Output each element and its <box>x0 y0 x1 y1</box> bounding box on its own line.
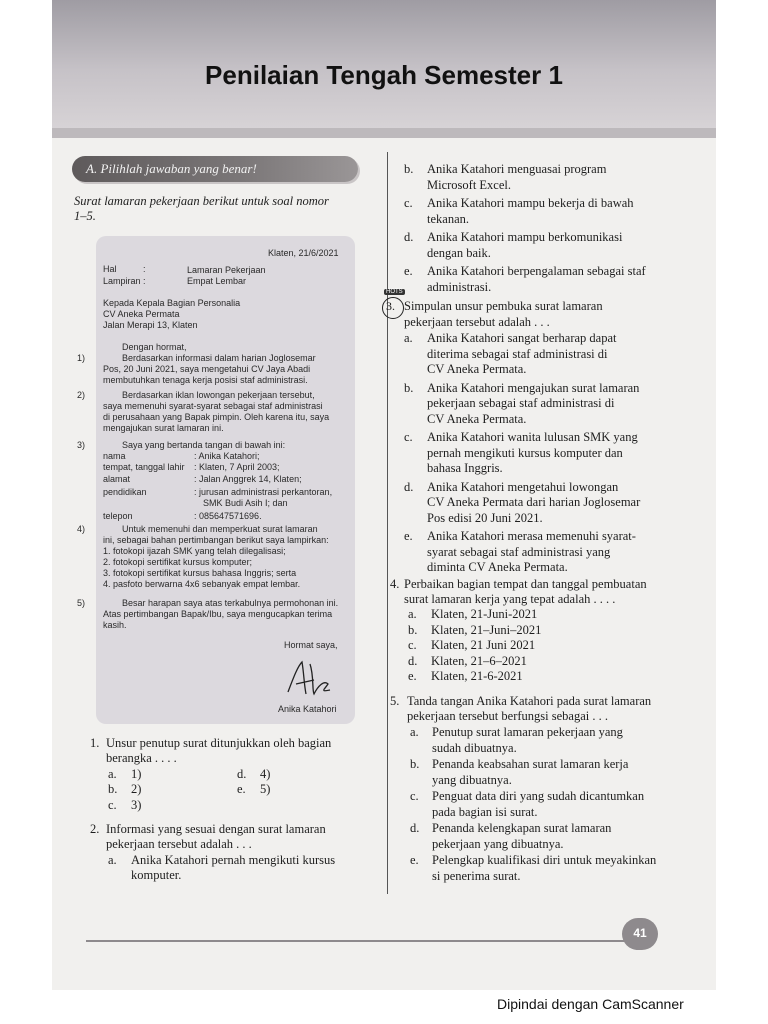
q2-option-letter[interactable]: c. <box>404 196 413 210</box>
q3-option-line[interactable]: pekerjaan sebagai staf administrasi di <box>427 396 615 410</box>
q4-number: 4. <box>390 577 400 591</box>
hots-badge: HOTS <box>386 289 403 295</box>
section-a-label: A. Pilihlah jawaban yang benar! <box>86 161 257 176</box>
q1-option-letter[interactable]: a. <box>108 767 117 781</box>
q2-option-letter[interactable]: e. <box>404 264 413 278</box>
q3-option-letter[interactable]: c. <box>404 430 413 444</box>
intro-line-2: 1–5. <box>74 209 96 223</box>
letter-paragraph-3: Saya yang bertanda tangan di bawah ini: <box>122 440 286 450</box>
letter-attachment-item: 1. fotokopi ijazah SMK yang telah dilegalisasi; <box>103 546 286 556</box>
letter-paragraph-marker: 5) <box>77 598 86 608</box>
letter-paragraph-1-line: Berdasarkan informasi dalam harian Joglosemar <box>122 353 316 363</box>
q5-stem-2: pekerjaan tersebut berfungsi sebagai . . . <box>407 709 608 723</box>
q1-option-text[interactable]: 5) <box>260 782 271 796</box>
q5-option-line[interactable]: pekerjaan yang dibuatnya. <box>432 836 564 851</box>
letter-data-label: pendidikan <box>103 487 147 497</box>
q4-option-letter[interactable]: c. <box>408 638 417 652</box>
q3-option-line[interactable]: Anika Katahori wanita lulusan SMK yang <box>427 430 638 444</box>
q5-option-line[interactable]: si penerima surat. <box>432 868 521 883</box>
letter-data-value: : Klaten, 7 April 2003; <box>194 462 280 472</box>
letter-hal-value: Lamaran Pekerjaan <box>187 265 266 275</box>
letter-paragraph-marker: 1) <box>77 353 86 363</box>
q2-option-letter[interactable]: a. <box>108 853 117 867</box>
q2-option-line[interactable]: Anika Katahori menguasai program <box>427 162 607 176</box>
letter-attachment-item: 2. fotokopi sertifikat kursus komputer; <box>103 557 253 567</box>
letter-paragraph-marker: 3) <box>77 440 86 450</box>
q1-option-letter[interactable]: b. <box>108 782 118 796</box>
q3-option-line[interactable]: syarat sebagai staf administrasi yang <box>427 544 611 559</box>
letter-data-label: alamat <box>103 474 131 484</box>
q1-option-letter[interactable]: e. <box>237 782 246 796</box>
q5-option-letter[interactable]: c. <box>410 789 419 803</box>
q2-option-line[interactable]: dengan baik. <box>427 245 491 260</box>
q3-option-line[interactable]: diminta CV Aneka Permata. <box>427 560 568 574</box>
q3-option-line[interactable]: Anika Katahori sangat berharap dapat <box>427 331 617 345</box>
letter-lampiran-label: Lampiran : <box>103 276 146 286</box>
q4-option-text[interactable]: Klaten, 21-Juni-2021 <box>431 607 538 621</box>
q3-option-line[interactable]: Anika Katahori mengetahui lowongan <box>427 479 619 494</box>
q3-stem-2: pekerjaan tersebut adalah . . . <box>404 315 550 329</box>
q3-option-letter[interactable]: a. <box>404 331 413 345</box>
letter-data-value: SMK Budi Asih I; dan <box>203 498 288 508</box>
q1-option-text[interactable]: 4) <box>260 767 271 781</box>
q5-option-line[interactable]: yang dibuatnya. <box>432 772 512 787</box>
q5-option-letter[interactable]: b. <box>410 757 420 771</box>
q3-option-line[interactable]: Anika Katahori mengajukan surat lamaran <box>427 380 640 395</box>
q1-stem-2: berangka . . . . <box>106 751 177 765</box>
q5-option-line[interactable]: Penutup surat lamaran pekerjaan yang <box>432 725 623 739</box>
q2-option-line[interactable]: Anika Katahori berpengalaman sebagai staf <box>427 264 646 278</box>
q2-option-line[interactable]: tekanan. <box>427 211 469 226</box>
q3-option-letter[interactable]: e. <box>404 529 413 543</box>
signature-drawing <box>284 656 334 700</box>
q2-option-letter[interactable]: b. <box>404 162 414 176</box>
q2-option-line[interactable]: Anika Katahori mampu berkomunikasi <box>427 230 623 244</box>
q3-option-line[interactable]: CV Aneka Permata. <box>427 362 527 376</box>
q5-option-letter[interactable]: e. <box>410 853 419 867</box>
letter-paragraph-1-line: Pos, 20 Juni 2021, saya mengetahui CV Jaya Abadi <box>103 364 311 374</box>
q4-option-letter[interactable]: b. <box>408 622 418 637</box>
letter-data-label: tempat, tanggal lahir <box>103 462 185 472</box>
letter-paragraph-5-line: Besar harapan saya atas terkabulnya permohonan ini. <box>122 598 339 608</box>
letter-closing: Hormat saya, <box>284 640 338 650</box>
letter-paragraph-2-line: saya memenuhi syarat-syarat sebagai staf administrasi <box>103 401 323 411</box>
letter-paragraph-5-line: Atas pertimbangan Bapak/Ibu, saya mengucapkan terima <box>103 609 333 619</box>
letter-data-value: : Anika Katahori; <box>194 451 260 461</box>
q4-stem-2: surat lamaran kerja yang tepat adalah . . . . <box>404 592 616 606</box>
q2-number: 2. <box>90 822 100 836</box>
letter-attachment-item: 4. pasfoto berwarna 4x6 sebanyak empat lembar. <box>103 579 301 589</box>
q2-stem-2: pekerjaan tersebut adalah . . . <box>106 837 252 851</box>
letter-signer-name: Anika Katahori <box>278 704 337 714</box>
letter-paragraph-marker: 2) <box>77 390 86 400</box>
letter-data-value: : Jalan Anggrek 14, Klaten; <box>194 474 302 484</box>
q3-option-line[interactable]: diterima sebagai staf administrasi di <box>427 346 608 361</box>
q4-stem-1: Perbaikan bagian tempat dan tanggal pembuatan <box>404 577 647 591</box>
intro-line-1: Surat lamaran pekerjaan berikut untuk soal nomor <box>74 194 329 208</box>
q2-option-line[interactable]: administrasi. <box>427 279 492 294</box>
footer-rule <box>86 940 626 942</box>
q2-option-line[interactable]: komputer. <box>131 868 182 882</box>
q3-option-letter[interactable]: d. <box>404 479 414 494</box>
letter-paragraph-1-line: membutuhkan tenaga kerja posisi staf administrasi. <box>103 375 308 385</box>
q1-option-letter[interactable]: c. <box>108 798 117 812</box>
q2-stem-1: Informasi yang sesuai dengan surat lamaran <box>106 822 326 836</box>
letter-recipient-line: Kepada Kepala Bagian Personalia <box>103 298 241 308</box>
q5-stem-1: Tanda tangan Anika Katahori pada surat lamaran <box>407 694 652 708</box>
q1-option-letter[interactable]: d. <box>237 767 247 781</box>
letter-attachment-item: 3. fotokopi sertifikat kursus bahasa Inggris; serta <box>103 568 297 578</box>
letter-paragraph-5-line: kasih. <box>103 620 127 630</box>
letter-paragraph-marker: 4) <box>77 524 86 534</box>
letter-paragraph-2-line: Berdasarkan iklan lowongan pekerjaan tersebut, <box>122 390 315 400</box>
page-number: 41 <box>633 926 647 940</box>
q4-option-text[interactable]: Klaten, 21–Juni–2021 <box>431 622 542 637</box>
q3-number: 3. <box>386 299 395 313</box>
q2-option-letter[interactable]: d. <box>404 230 414 244</box>
letter-lampiran-value: Empat Lembar <box>187 276 247 286</box>
q4-option-letter[interactable]: e. <box>408 669 417 683</box>
q5-option-line[interactable]: pada bagian isi surat. <box>432 804 538 819</box>
scanner-watermark: Dipindai dengan CamScanner <box>497 996 684 1012</box>
q4-option-text[interactable]: Klaten, 21 Juni 2021 <box>431 638 536 652</box>
q5-number: 5. <box>390 694 400 708</box>
q2-option-line[interactable]: Microsoft Excel. <box>427 177 512 192</box>
q2-option-line[interactable]: Anika Katahori pernah mengikuti kursus <box>131 853 336 867</box>
q1-option-text[interactable]: 1) <box>131 767 142 781</box>
q4-option-letter[interactable]: a. <box>408 607 417 621</box>
letter-recipient-line: Jalan Merapi 13, Klaten <box>103 320 198 330</box>
q5-option-line[interactable]: Pelengkap kualifikasi diri untuk meyakinkan <box>432 853 657 867</box>
q3-option-line[interactable]: bahasa Inggris. <box>427 461 503 475</box>
letter-hal-sep: : <box>143 264 146 274</box>
letter-paragraph-2-line: mengajukan surat lamaran ini. <box>103 423 224 433</box>
q5-option-line[interactable]: sudah dibuatnya. <box>432 740 517 755</box>
q3-option-line[interactable]: CV Aneka Permata. <box>427 411 527 426</box>
q3-stem-1: Simpulan unsur pembuka surat lamaran <box>404 299 603 313</box>
page-title: Penilaian Tengah Semester 1 <box>205 60 563 90</box>
q3-number-circle <box>382 297 404 319</box>
q2-option-line[interactable]: Anika Katahori mampu bekerja di bawah <box>427 196 634 210</box>
q5-option-letter[interactable]: a. <box>410 725 419 739</box>
q4-option-text[interactable]: Klaten, 21–6–2021 <box>431 653 527 668</box>
letter-data-value: : jurusan administrasi perkantoran, <box>194 487 333 497</box>
letter-recipient-line: CV Aneka Permata <box>103 309 180 319</box>
letter-date: Klaten, 21/6/2021 <box>268 248 339 258</box>
q3-option-line[interactable]: pernah mengikuti kursus komputer dan <box>427 445 623 460</box>
q5-option-line[interactable]: Penanda kelengkapan surat lamaran <box>432 821 612 835</box>
q5-option-line[interactable]: Penguat data diri yang sudah dicantumkan <box>432 789 645 803</box>
q5-option-letter[interactable]: d. <box>410 821 420 835</box>
q1-option-text[interactable]: 2) <box>131 782 142 796</box>
letter-paragraph-2-line: di perusahaan yang Bapak pimpin. Oleh karena itu, saya <box>103 412 330 422</box>
letter-data-value: : 085647571696. <box>194 511 262 521</box>
q3-option-line[interactable]: Anika Katahori merasa memenuhi syarat- <box>427 529 636 543</box>
letter-paragraph-4-line: ini, sebagai bahan pertimbangan berikut saya lampirkan: <box>103 535 329 545</box>
q5-option-line[interactable]: Penanda keabsahan surat lamaran kerja <box>432 757 629 771</box>
q4-option-letter[interactable]: d. <box>408 653 418 668</box>
q1-stem-1: Unsur penutup surat ditunjukkan oleh bagian <box>106 736 332 750</box>
q1-option-text[interactable]: 3) <box>131 798 142 812</box>
letter-data-label: telepon <box>103 511 133 521</box>
letter-paragraph-4-line: Untuk memenuhi dan memperkuat surat lamaran <box>122 524 318 534</box>
section-a-banner <box>72 156 358 182</box>
q3-option-letter[interactable]: b. <box>404 380 414 395</box>
letter-greeting: Dengan hormat, <box>122 342 187 352</box>
q1-number: 1. <box>90 736 100 750</box>
column-divider <box>387 152 388 894</box>
header-strip <box>52 128 716 138</box>
q3-option-line[interactable]: CV Aneka Permata dari harian Joglosemar <box>427 495 641 509</box>
letter-data-label: nama <box>103 451 126 461</box>
letter-hal-label: Hal <box>103 264 117 274</box>
q3-option-line[interactable]: Pos edisi 20 Juni 2021. <box>427 510 543 525</box>
q4-option-text[interactable]: Klaten, 21-6-2021 <box>431 669 523 683</box>
